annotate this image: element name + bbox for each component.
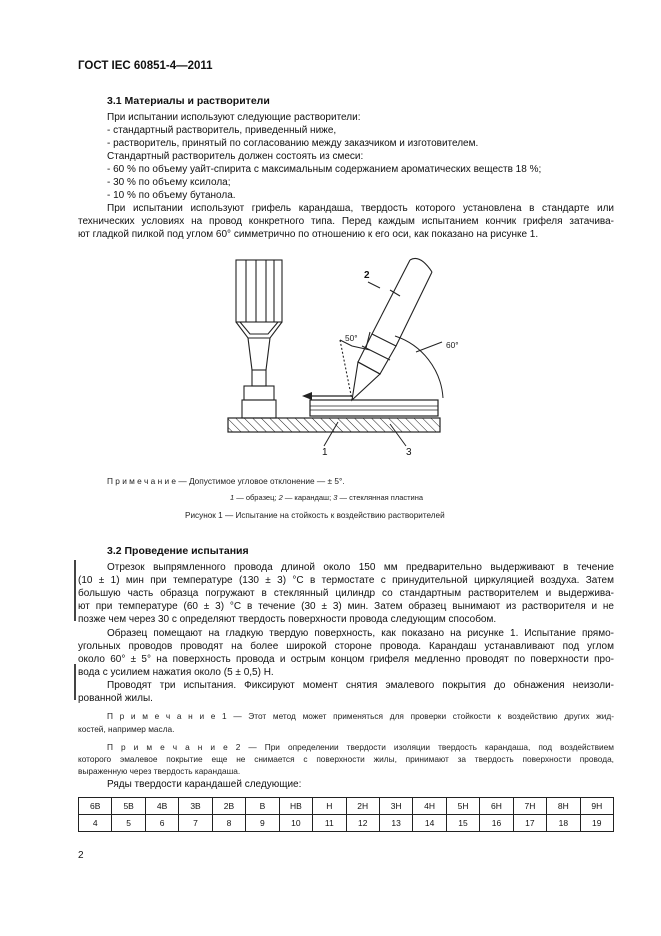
table-cell: 6B	[79, 798, 112, 815]
table-cell: 14	[413, 815, 446, 832]
change-bar	[74, 560, 76, 621]
section-3-1-paragraph-line: ют гладкой пилкой под углом 60° симметрично по отношению к его оси, как показано на рисунке 1.	[78, 229, 539, 240]
sample-wire	[310, 400, 438, 416]
table-cell: 3B	[179, 798, 212, 815]
p3-line: Проводят три испытания. Фиксируют момент снятия эмалевого покрытия до обнажения неизоли-	[107, 680, 614, 691]
table-cell: H	[313, 798, 346, 815]
table-row-hardness	[79, 798, 614, 815]
table-cell: B	[246, 798, 279, 815]
table-cell: 4B	[145, 798, 178, 815]
section-3-1-line: - 60 % по объему уайт-спирита с максимальным содержанием ароматических веществ 18 %;	[107, 164, 542, 175]
table-cell: 11	[313, 815, 346, 832]
table-cell: 9H	[580, 798, 613, 815]
table-cell: 18	[547, 815, 580, 832]
table-cell: 16	[480, 815, 513, 832]
table-cell: 6	[145, 815, 178, 832]
table-cell: 5H	[446, 798, 479, 815]
page-number: 2	[78, 850, 84, 861]
document-header: ГОСТ IEC 60851-4—2011	[78, 60, 213, 72]
note-2-line: которого эмалевое покрытие еще не снимается с поверхности жилы, принимают за твердость поверхности провода,	[78, 754, 614, 764]
glass-plate	[228, 418, 440, 432]
p2-line: вода с усилием нажатия около (5 ± 0,5) Н.	[78, 667, 274, 678]
section-3-1-paragraph-line: технических условиях на провод конкретного типа. Перед каждым испытанием кончик грифеля затачива-	[78, 216, 614, 227]
table-cell: 5	[112, 815, 145, 832]
table-cell: 19	[580, 815, 613, 832]
p1-line: (10 ± 1) мин при температуре (130 ± 3) °С в термостате с принудительной циркуляцией воздуха. Затем	[78, 575, 614, 586]
pencil-hardness-table	[78, 797, 614, 832]
table-cell: 10	[279, 815, 312, 832]
change-bar	[74, 664, 76, 700]
section-3-1-line: - 10 % по объему бутанола.	[107, 190, 236, 201]
table-cell: 4H	[413, 798, 446, 815]
section-3-1-line: Стандартный растворитель должен состоять из смеси:	[107, 151, 364, 162]
figure-angle-50: 50°	[345, 333, 358, 343]
figure-angle-60: 60°	[446, 340, 459, 350]
table-cell: HB	[279, 798, 312, 815]
p3-line: рованной жилы.	[78, 693, 153, 704]
figure-caption: Рисунок 1 — Испытание на стойкость к воздействию растворителей	[185, 511, 445, 520]
table-cell: 4	[79, 815, 112, 832]
p2-line: около 60° ± 5° на поверхность провода и острым концом грифеля медленно проводят по поверхности про-	[78, 654, 614, 665]
figure-legend: 1 — образец; 2 — карандаш; 3 — стеклянная пластина	[230, 493, 424, 502]
tilted-pencil	[340, 259, 432, 401]
p1-line: большую часть образца погружают в стеклянный цилиндр со стандартным растворителем и выдержива-	[78, 588, 614, 599]
section-3-1-line: - 30 % по объему ксилола;	[107, 177, 231, 188]
section-3-1-line: - стандартный растворитель, приведенный ниже,	[107, 125, 337, 136]
table-cell: 8H	[547, 798, 580, 815]
section-3-2-title: 3.2 Проведение испытания	[107, 545, 249, 557]
note-1-line: П р и м е ч а н и е 1 — Этот метод может применяться для проверки стойкости к воздействию других жид-	[107, 711, 614, 721]
table-cell: 3H	[379, 798, 412, 815]
note-2-line: выраженную через твердость карандаша.	[78, 766, 241, 776]
table-cell: 17	[513, 815, 546, 832]
section-3-1-title: 3.1 Материалы и растворители	[107, 95, 270, 107]
table-intro: Ряды твердости карандашей следующие:	[107, 779, 302, 790]
figure-note: П р и м е ч а н и е — Допустимое угловое отклонение — ± 5°.	[107, 476, 345, 486]
p1-line: Отрезок выпрямленного провода длиной около 150 мм предварительно выдерживают в течение	[107, 562, 614, 573]
table-cell: 15	[446, 815, 479, 832]
table-cell: 9	[246, 815, 279, 832]
figure-label-3: 3	[406, 447, 412, 458]
table-cell: 7H	[513, 798, 546, 815]
table-row-number	[79, 815, 614, 832]
p2-line: угольных проводов проводят на более широкой стороне провода. Карандаш устанавливают под углом	[78, 641, 614, 652]
section-3-1-line: При испытании используют следующие растворители:	[107, 112, 361, 123]
section-3-1-paragraph-line: При испытании используют грифель карандаша, твердость которого установлена в стандарте или	[107, 203, 614, 214]
table-cell: 2H	[346, 798, 379, 815]
table-cell: 12	[346, 815, 379, 832]
note-2-line: П р и м е ч а н и е 2 — При определении твердости изоляции твердость карандаша, под воздействием	[107, 742, 614, 752]
note-1-line: костей, например масла.	[78, 724, 175, 734]
section-3-1-line: - растворитель, принятый по согласованию между заказчиком и изготовителем.	[107, 138, 479, 149]
figure-1-drawing	[220, 250, 460, 465]
table-cell: 13	[379, 815, 412, 832]
table-cell: 5B	[112, 798, 145, 815]
table-cell: 6H	[480, 798, 513, 815]
table-cell: 8	[212, 815, 245, 832]
p1-line: позже чем через 30 с определяют твердость поверхности провода следующим способом.	[78, 614, 497, 625]
p1-line: ют при температуре (60 ± 3) °С в течение (30 ± 3) мин. Затем образец вынимают из растворителя и не	[78, 601, 614, 612]
table-cell: 2B	[212, 798, 245, 815]
figure-label-1: 1	[322, 447, 328, 458]
figure-label-2: 2	[364, 270, 370, 281]
table-cell: 7	[179, 815, 212, 832]
p2-line: Образец помещают на гладкую твердую поверхность, как показано на рисунке 1. Испытание прямо-	[107, 628, 614, 639]
vertical-pencil	[236, 260, 282, 418]
